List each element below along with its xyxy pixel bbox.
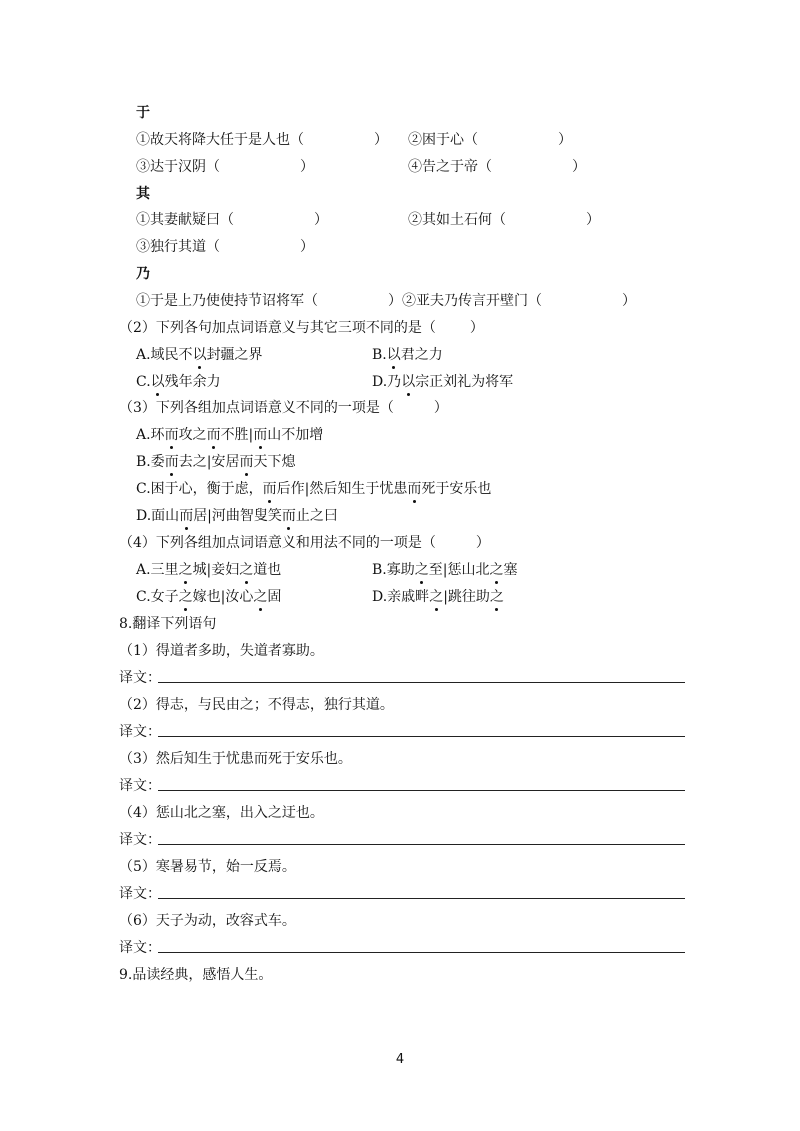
answer-line-1[interactable] [158,682,685,683]
heading-yu: 于 [136,105,150,121]
q4-option-a: A.三里之城|妾妇之道也 [136,562,282,578]
answer-label-2: 译文： [119,724,161,740]
q4-stem: （4）下列各组加点词语意义和用法不同的一项是（ ） [119,535,490,551]
qi-item-2: ②其如土石何（ ） [408,212,600,228]
q3-stem: （3）下列各组加点词语意义不同的一项是（ ） [119,400,448,416]
answer-line-4[interactable] [158,844,685,845]
heading-qi: 其 [136,186,150,202]
q8-item-1: （1）得道者多助，失道者寡助。 [119,643,324,659]
q8-title: 8.翻译下列语句 [119,616,217,632]
yu-item-3: ③达于汉阴（ ） [136,159,314,175]
q4-option-b: B.寡助之至|惩山北之塞 [372,562,518,578]
yu-item-1: ①故天将降大任于是人也（ ） [136,132,388,148]
nai-item-1: ①于是上乃使使持节诏将军（ ）②亚夫乃传言开壁门（ ） [136,293,636,309]
q2-option-b: B.以君之力 [372,347,443,363]
answer-line-2[interactable] [158,736,685,737]
yu-item-4: ④告之于帝（ ） [408,159,586,175]
q4-option-c: C.女子之嫁也|汝心之固 [136,589,282,605]
q8-item-5: （5）寒暑易节，始一反焉。 [119,859,296,875]
q2-option-d: D.乃以宗正刘礼为将军 [372,374,514,390]
q8-item-3: （3）然后知生于忧患而死于安乐也。 [119,751,352,767]
q3-option-c: C.困于心，衡于虑，而后作|然后知生于忧患而死于安乐也 [136,481,492,497]
q2-stem: （2）下列各句加点词语意义与其它三项不同的是（ ） [119,320,484,336]
q3-option-b: B.委而去之|安居而天下熄 [136,454,296,470]
answer-label-3: 译文： [119,778,161,794]
q8-item-4: （4）惩山北之塞，出入之迂也。 [119,805,324,821]
answer-label-6: 译文： [119,940,161,956]
heading-nai: 乃 [136,266,150,282]
answer-line-3[interactable] [158,790,685,791]
q3-option-d: D.面山而居|河曲智叟笑而止之曰 [136,508,338,524]
q3-option-a: A.环而攻之而不胜|而山不加增 [136,427,324,443]
q2-option-c: C.以残年余力 [136,374,221,390]
answer-line-6[interactable] [158,952,685,953]
q8-item-6: （6）天子为动，改容式车。 [119,913,296,929]
q9-title: 9.品读经典，感悟人生。 [119,967,273,983]
qi-item-1: ①其妻献疑曰（ ） [136,212,328,228]
answer-label-5: 译文： [119,886,161,902]
answer-label-1: 译文： [119,670,161,686]
qi-item-3: ③独行其道（ ） [136,239,314,255]
answer-label-4: 译文： [119,832,161,848]
yu-item-2: ②困于心（ ） [408,132,572,148]
q8-item-2: （2）得志，与民由之；不得志，独行其道。 [119,697,394,713]
q2-option-a: A.域民不以封疆之界 [136,347,263,363]
answer-line-5[interactable] [158,898,685,899]
page-number: 4 [395,1052,405,1067]
q4-option-d: D.亲戚畔之|跳往助之 [372,589,504,605]
